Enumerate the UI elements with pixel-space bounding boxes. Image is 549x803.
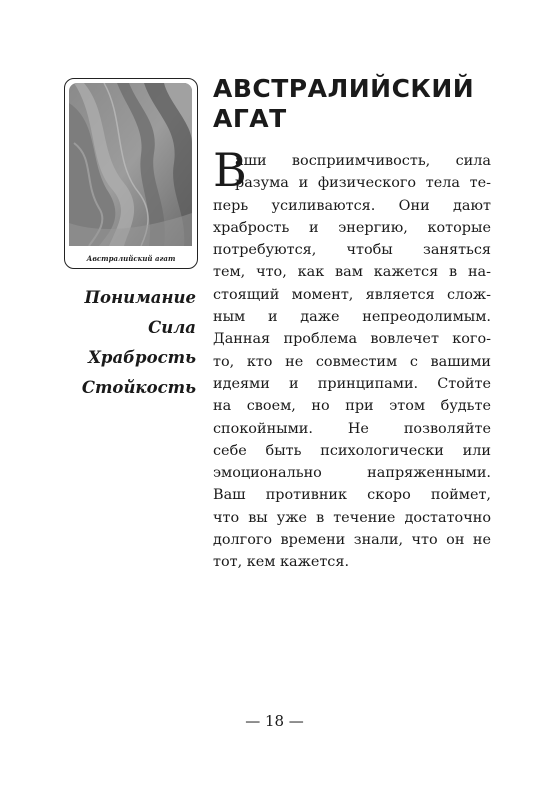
body-line: себе быть психологически или: [213, 442, 491, 459]
body-line: потребуются, чтобы заняться: [213, 242, 491, 259]
body-line: тот, кем кажется.: [213, 554, 350, 571]
keyword-list: [60, 283, 196, 403]
body-line: разума и физического тела те-: [235, 175, 491, 192]
card-frame: [64, 78, 198, 269]
page-number: — 18 —: [245, 712, 304, 730]
body-line: Ваш противник скоро поймет,: [213, 487, 491, 504]
drop-cap: В: [213, 143, 247, 197]
title-line-2: АГАТ: [213, 104, 287, 133]
body-line: ным и даже непреодолимым.: [213, 309, 491, 326]
body-line: что вы уже в течение достаточно: [213, 509, 491, 526]
body-line: эмоционально напряженными.: [213, 465, 491, 482]
keyword-strength: Сила: [148, 318, 196, 337]
body-line: спокойными. Не позволяйте: [213, 420, 491, 437]
keyword-understanding: Понимание: [84, 288, 196, 307]
body-line: идеями и принципами. Стойте: [213, 375, 491, 392]
keyword-resilience: Стойкость: [81, 378, 196, 397]
body-line: долгого времени знали, что он не: [213, 532, 491, 549]
body-line: Данная проблема вовлечет кого-: [213, 331, 491, 348]
keyword-courage: Храбрость: [88, 348, 196, 367]
body-paragraph: [213, 150, 491, 574]
body-line: перь усиливаются. Они дают: [213, 197, 491, 214]
body-line: аши восприимчивость, сила: [235, 153, 491, 169]
title-line-1: АВСТРАЛИЙСКИЙ: [213, 74, 475, 103]
page-title: [213, 74, 513, 134]
card-caption: Австралийский агат: [86, 254, 176, 263]
body-line: то, кто не совместим с вашими: [213, 353, 491, 370]
body-line: тем, что, как вам кажется в на-: [213, 264, 491, 281]
body-line: стоящий момент, является слож-: [213, 286, 491, 303]
body-line: на своем, но при этом будьте: [213, 398, 491, 415]
body-line: храбрость и энергию, которые: [213, 219, 491, 236]
agate-stone-image: [69, 83, 192, 246]
